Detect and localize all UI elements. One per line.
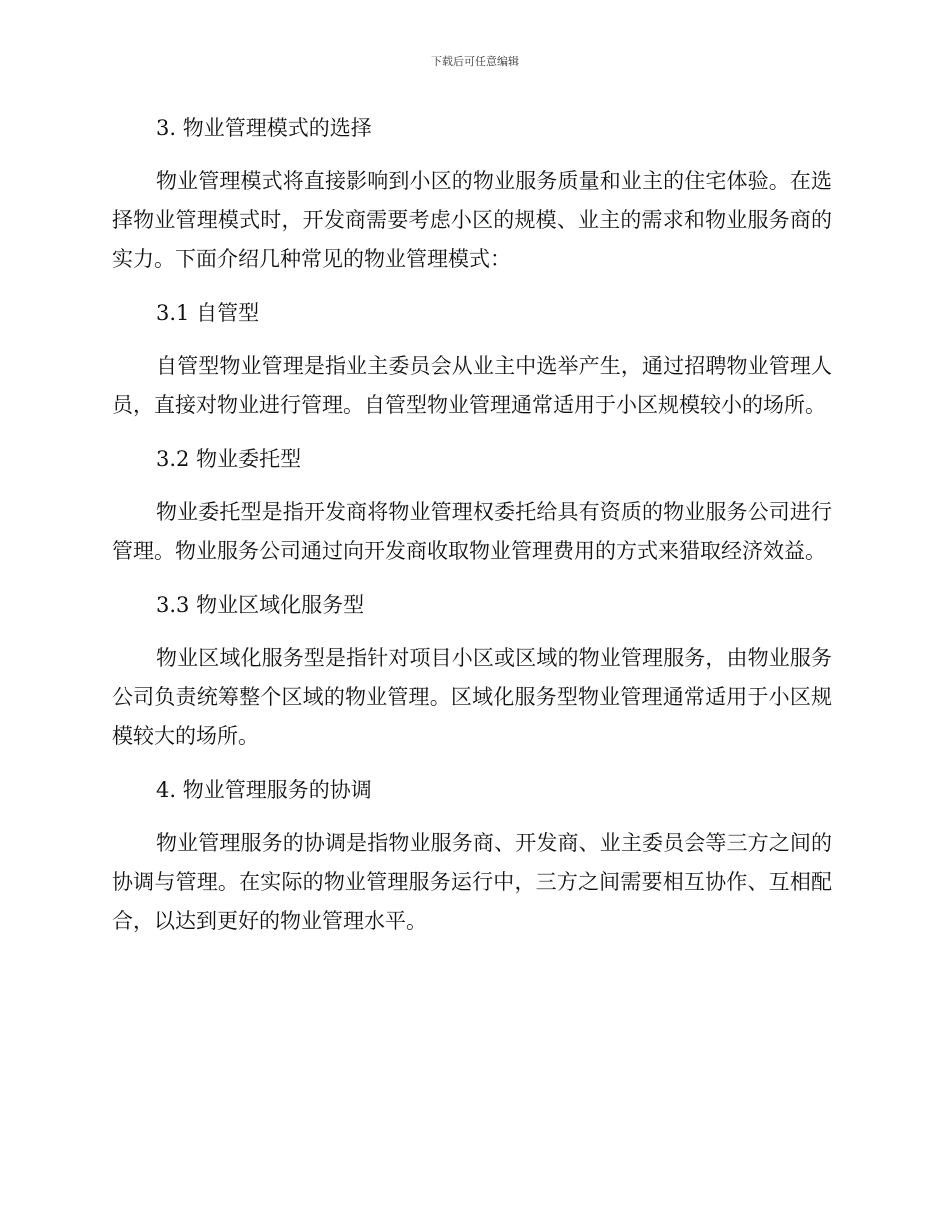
section-paragraph-3: 物业管理模式将直接影响到小区的物业服务质量和业主的住宅体验。在选择物业管理模式时，开发商需要考虑小区的规模、业主的需求和物业服务商的实力。下面介绍几种常见的物业管理模式： [112,169,832,271]
section-heading-3-1: 3.1 自管型 [156,301,260,325]
section-heading-3-3: 3.3 物业区域化服务型 [156,593,365,617]
section-paragraph-4: 物业管理服务的协调是指物业服务商、开发商、业主委员会等三方之间的协调与管理。在实际的物业管理服务运行中，三方之间需要相互协作、互相配合，以达到更好的物业管理水平。 [112,831,832,933]
section-paragraph-3-1: 自管型物业管理是指业主委员会从业主中选举产生，通过招聘物业管理人员，直接对物业进行管理。自管型物业管理通常适用于小区规模较小的场所。 [112,354,832,417]
section-heading-3-2: 3.2 物业委托型 [156,447,302,471]
section-paragraph-3-3: 物业区域化服务型是指针对项目小区或区域的物业管理服务，由物业服务公司负责统筹整个区域的物业管理。区域化服务型物业管理通常适用于小区规模较大的场所。 [112,646,832,748]
section-heading-4: 4. 物业管理服务的协调 [156,778,372,802]
page-header: 下载后可任意编辑 [431,55,519,68]
section-paragraph-3-2: 物业委托型是指开发商将物业管理权委托给具有资质的物业服务公司进行管理。物业服务公司通过向开发商收取物业管理费用的方式来猎取经济效益。 [112,500,832,563]
document-body [112,108,832,955]
section-heading-3: 3. 物业管理模式的选择 [156,116,372,140]
